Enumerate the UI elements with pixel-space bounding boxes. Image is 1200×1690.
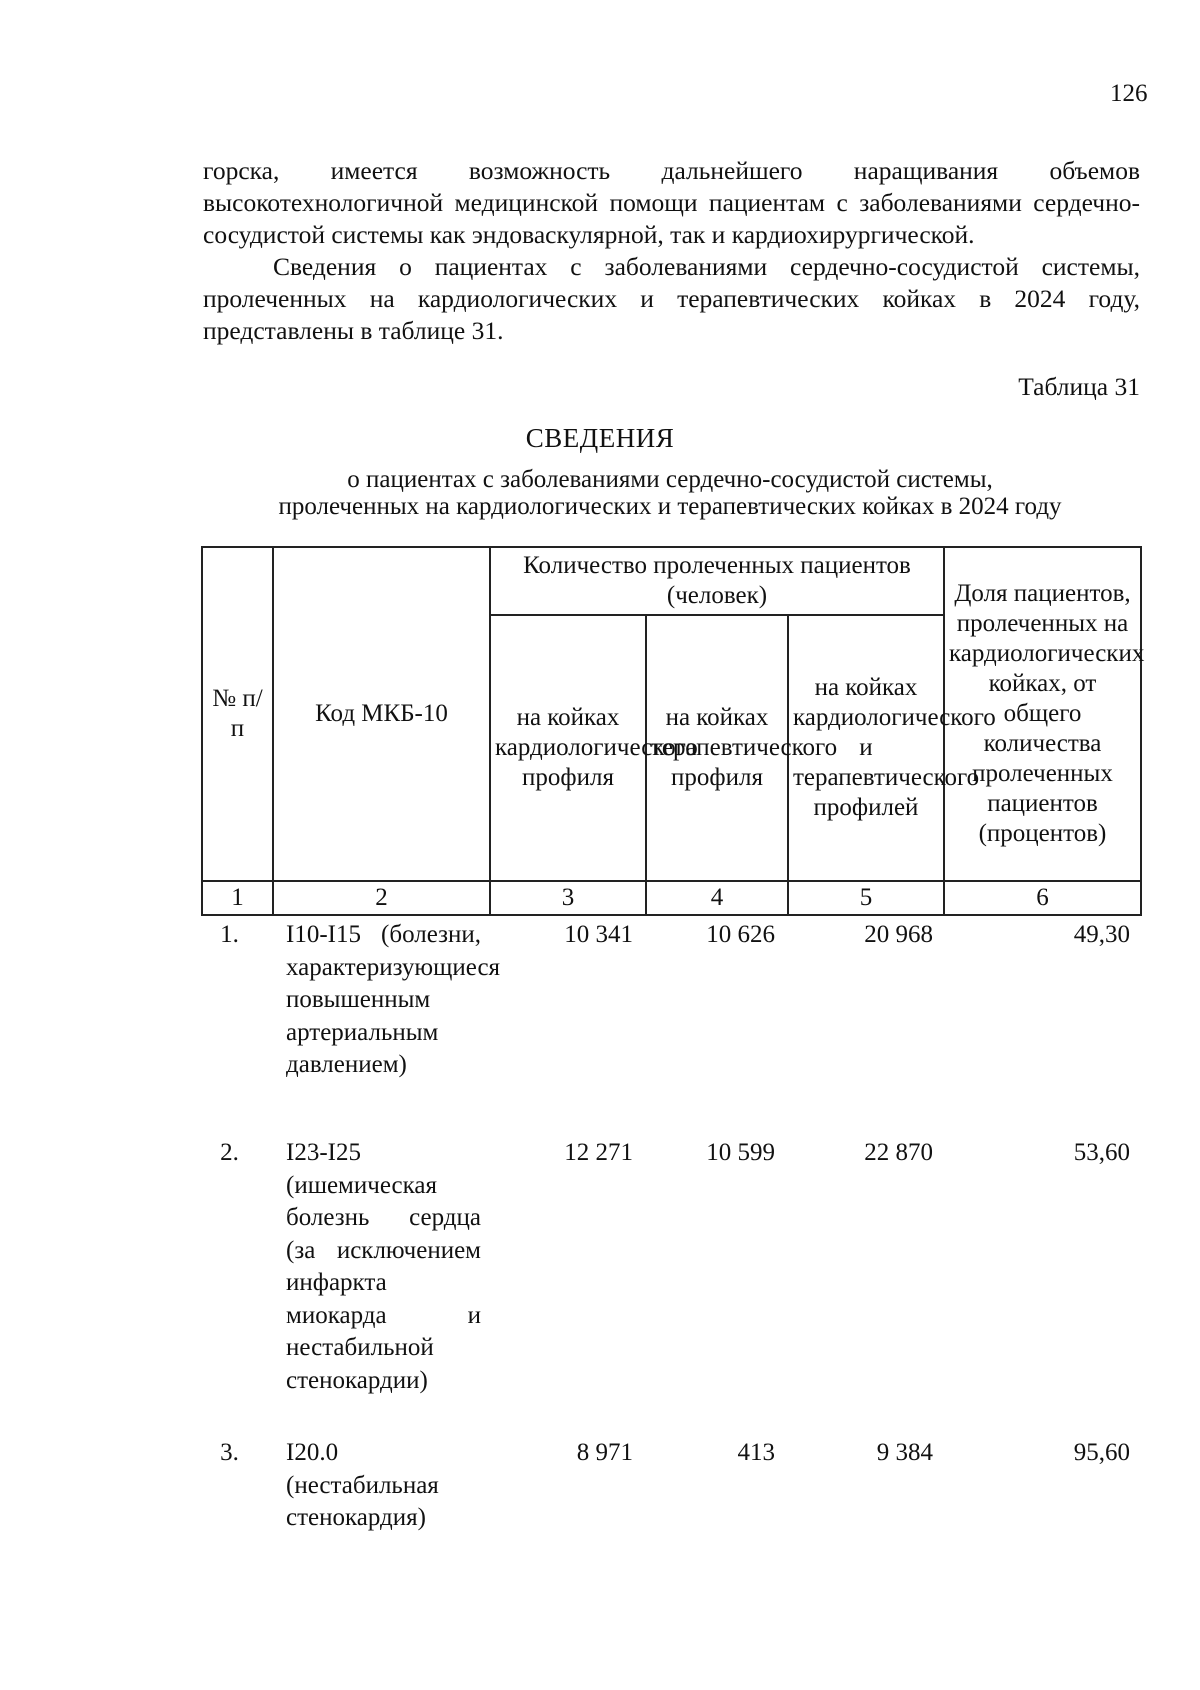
column-number: 3 <box>490 881 646 915</box>
column-number: 5 <box>788 881 944 915</box>
row-number: 1. <box>220 921 239 948</box>
table-body <box>201 919 1140 1535</box>
header-code: Код МКБ-10 <box>273 547 490 881</box>
row-share-value: 95,60 <box>1073 1439 1130 1466</box>
row-code: I20.0 (нестабильная стенокардия) <box>286 1439 439 1531</box>
row-both-value: 9 384 <box>876 1439 933 1466</box>
table-subtitle-line-1: о пациентах с заболеваниями сердечно-сосудистой системы, <box>347 466 993 493</box>
row-share-value: 49,30 <box>1073 921 1130 948</box>
column-number: 2 <box>273 881 490 915</box>
column-number: 6 <box>944 881 1141 915</box>
row-therapy-value: 413 <box>737 1439 775 1466</box>
row-cardio-value: 10 341 <box>564 921 633 948</box>
header-cardio: на койках кардиологического профиля <box>490 615 646 881</box>
row-cardio-value: 12 271 <box>564 1139 633 1166</box>
row-number: 3. <box>220 1439 239 1466</box>
table-label: Таблица 31 <box>1018 372 1140 401</box>
row-number: 2. <box>220 1139 239 1166</box>
paragraph-intro: горска, имеется возможность дальнейшего наращивания объемов высокотехнологичной медицинской помощи пациентам с заболеваниями сердечно-сосудистой системы как эндоваскулярной, так и кардиохирургической. <box>203 156 1140 249</box>
header-both: на койках кардиологического и терапевтического профилей <box>788 615 944 881</box>
row-both-value: 22 870 <box>864 1139 933 1166</box>
paragraph-table-reference: Сведения о пациентах с заболеваниями сердечно-сосудистой системы, пролеченных на кардиологических и терапевтических койках в 2024 году, представлены в таблице 31. <box>203 252 1140 345</box>
header-count-group: Количество пролеченных пациентов (человек) <box>490 547 944 615</box>
row-share-value: 53,60 <box>1073 1139 1130 1166</box>
header-share: Доля пациентов, пролеченных на кардиологических койках, от общего количества пролеченных пациентов (процентов) <box>944 547 1141 881</box>
header-therapy: на койках терапевтического профиля <box>646 615 788 881</box>
table-row <box>201 1437 1140 1535</box>
table-title: СВЕДЕНИЯ <box>525 423 675 453</box>
header-num: № п/п <box>202 547 273 881</box>
page-number: 126 <box>1110 80 1148 107</box>
column-number: 4 <box>646 881 788 915</box>
row-therapy-value: 10 599 <box>706 1139 775 1166</box>
table-header <box>201 546 1145 916</box>
table-subtitle-line-2: пролеченных на кардиологических и терапевтических койках в 2024 году <box>278 493 1062 520</box>
row-code: I23-I25 (ишемическая болезнь сердца (за исключением инфаркта миокарда и нестабильной стенокардии) <box>286 1139 481 1394</box>
table-subtitle <box>175 466 1165 520</box>
row-cardio-value: 8 971 <box>576 1439 633 1466</box>
row-therapy-value: 10 626 <box>706 921 775 948</box>
column-number: 1 <box>202 881 273 915</box>
row-code: I10-I15 (болезни, характеризующиеся повышенным артериальным давлением) <box>286 921 501 1078</box>
row-both-value: 20 968 <box>864 921 933 948</box>
table-row <box>201 1137 1140 1437</box>
table-row <box>201 919 1140 1137</box>
